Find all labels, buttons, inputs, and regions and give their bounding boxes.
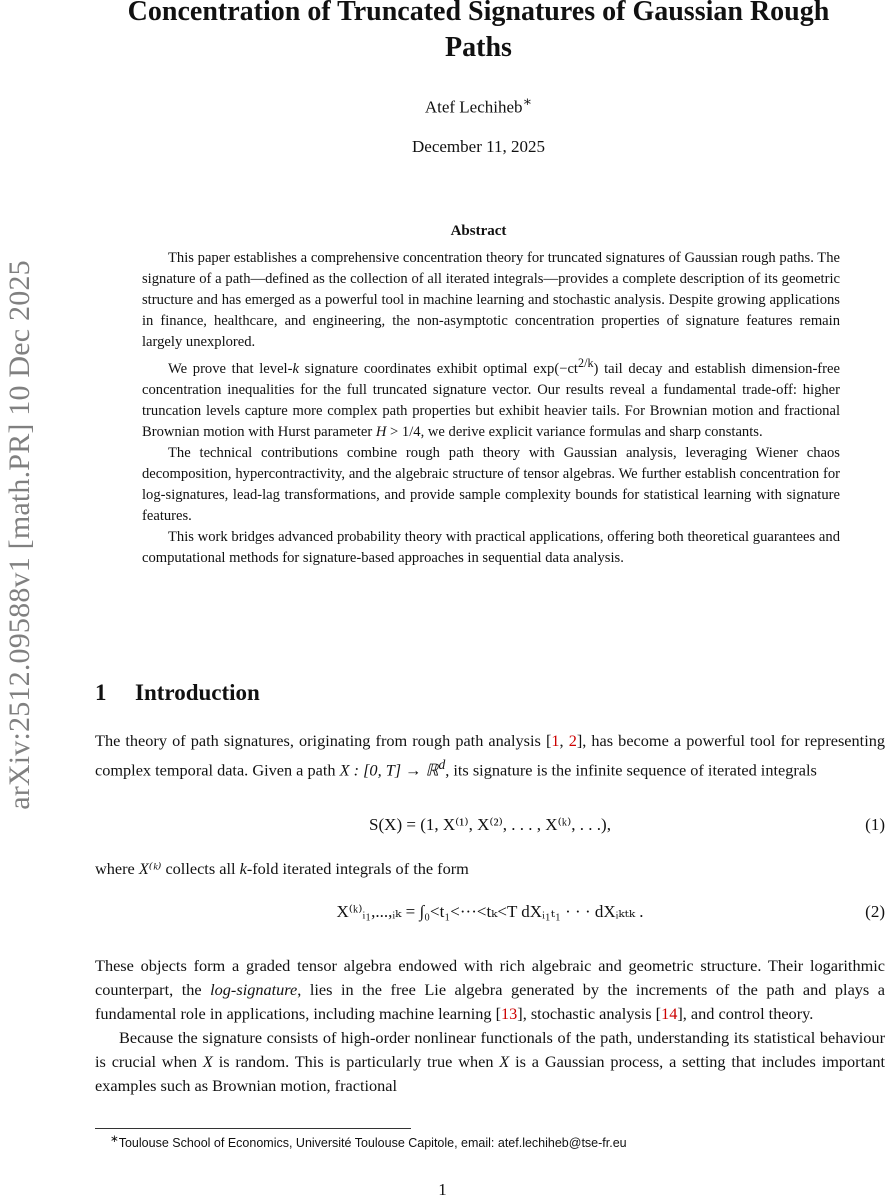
abstract-heading: Abstract [450, 223, 507, 239]
equation-expression: X⁽ᵏ⁾ᵢ₁,...,ᵢₖ = ∫₀<t₁<···<tₖ<T dXᵢ₁ₜ₁ · · · dXᵢₖₜₖ . [336, 902, 644, 921]
page-number: 1 [438, 1180, 447, 1199]
author-line [100, 94, 857, 118]
citation-link[interactable]: 14 [661, 1004, 678, 1023]
footnote-mark: ∗ [110, 1134, 119, 1145]
equation-2 [95, 902, 885, 932]
section-number: 1 [95, 680, 107, 705]
paper-title: Concentration of Truncated Signatures of Gaussian Rough Paths [127, 0, 830, 63]
citation-link[interactable]: 13 [501, 1004, 518, 1023]
abstract-paragraph: This work bridges advanced probability theory with practical applications, offering both theoretical guarantees and computational methods for signature-based approaches in sequential data analysis. [142, 528, 840, 566]
section-title: Introduction [135, 680, 260, 705]
abstract-paragraph: The technical contributions combine rough path theory with Gaussian analysis, leveraging Wiener chaos decomposition, hypercontractivity, and the algebraic structure of tensor algebras. We further establish concentration for log-signatures, lead-lag transformations, and provide sample complexity bounds for statistical learning with signature features. [142, 444, 840, 524]
equation-number: (1) [865, 815, 885, 834]
citation-link[interactable]: 1 [551, 731, 560, 750]
footnote-text: Toulouse School of Economics, Université Toulouse Capitole, email: atef.lechiheb@tse-fr.eu [118, 1136, 627, 1151]
abstract-paragraph: This paper establishes a comprehensive concentration theory for truncated signatures of Gaussian rough paths. The signature of a path—defined as the collection of all iterated integrals—provides a complete description of its geometric structure and has emerged as a powerful tool in machine learning and stochastic analysis. Despite growing applications in finance, healthcare, and engineering, the non-asymptotic concentration properties of signature features remain largely unexplored. [142, 250, 840, 350]
arxiv-identifier: arXiv:2512.09588v1 [math.PR] 10 Dec 2025 [3, 260, 36, 810]
author-footnote-mark: ∗ [522, 94, 533, 110]
equation-number: (2) [865, 902, 885, 921]
equation-1 [95, 815, 885, 845]
arxiv-stamp [0, 210, 40, 860]
intro-paragraph-2: where X⁽ᵏ⁾ collects all k-fold iterated integrals of the form [95, 859, 469, 878]
section-heading [95, 680, 260, 706]
equation-expression: S(X) = (1, X⁽¹⁾, X⁽²⁾, . . . , X⁽ᵏ⁾, . . .), [369, 815, 611, 834]
paper-date: December 11, 2025 [412, 137, 545, 156]
abstract-body [142, 248, 840, 569]
abstract-paragraph: We prove that level-k signature coordinates exhibit optimal $\exp(-ct^{2/k})$ tail decay and establish dimension-free concentration inequalities for the full truncated signature vector. Our results reveal a fundamental trade-off: higher truncation levels capture more complex path properties but exhibit heavier tails. For Brownian motion and fractional Brownian motion with Hurst parameter H > 1/4, we derive explicit variance formulas and sharp constants. [142, 356, 840, 440]
footnote [110, 1133, 627, 1150]
footnote-divider [95, 1128, 411, 1129]
author-name: Atef Lechiheb [424, 97, 523, 117]
intro-paragraph-1: The theory of path signatures, originating from rough path analysis [1, 2], has become a powerful tool for representing complex temporal data. Given a path X : [0, T] → ℝ$^d$, its signature is the infinite sequence of iterated integrals [95, 731, 885, 780]
intro-paragraph-3: These objects form a graded tensor algebra endowed with rich algebraic and geometric structure. Their logarithmic counterpart, the log-signature, lies in the free Lie algebra generated by the increments of the path and plays a fundamental role in applications, including machine learning [13], stochastic analysis [14], and control theory. Because the signature consists of high-order nonlinear functionals of the path, understanding its statistical behaviour is crucial when X is random. This is particularly true when X is a Gaussian process, a setting that includes important examples such as Brownian motion, fractional [95, 956, 885, 1095]
citation-link[interactable]: 2 [568, 731, 577, 750]
